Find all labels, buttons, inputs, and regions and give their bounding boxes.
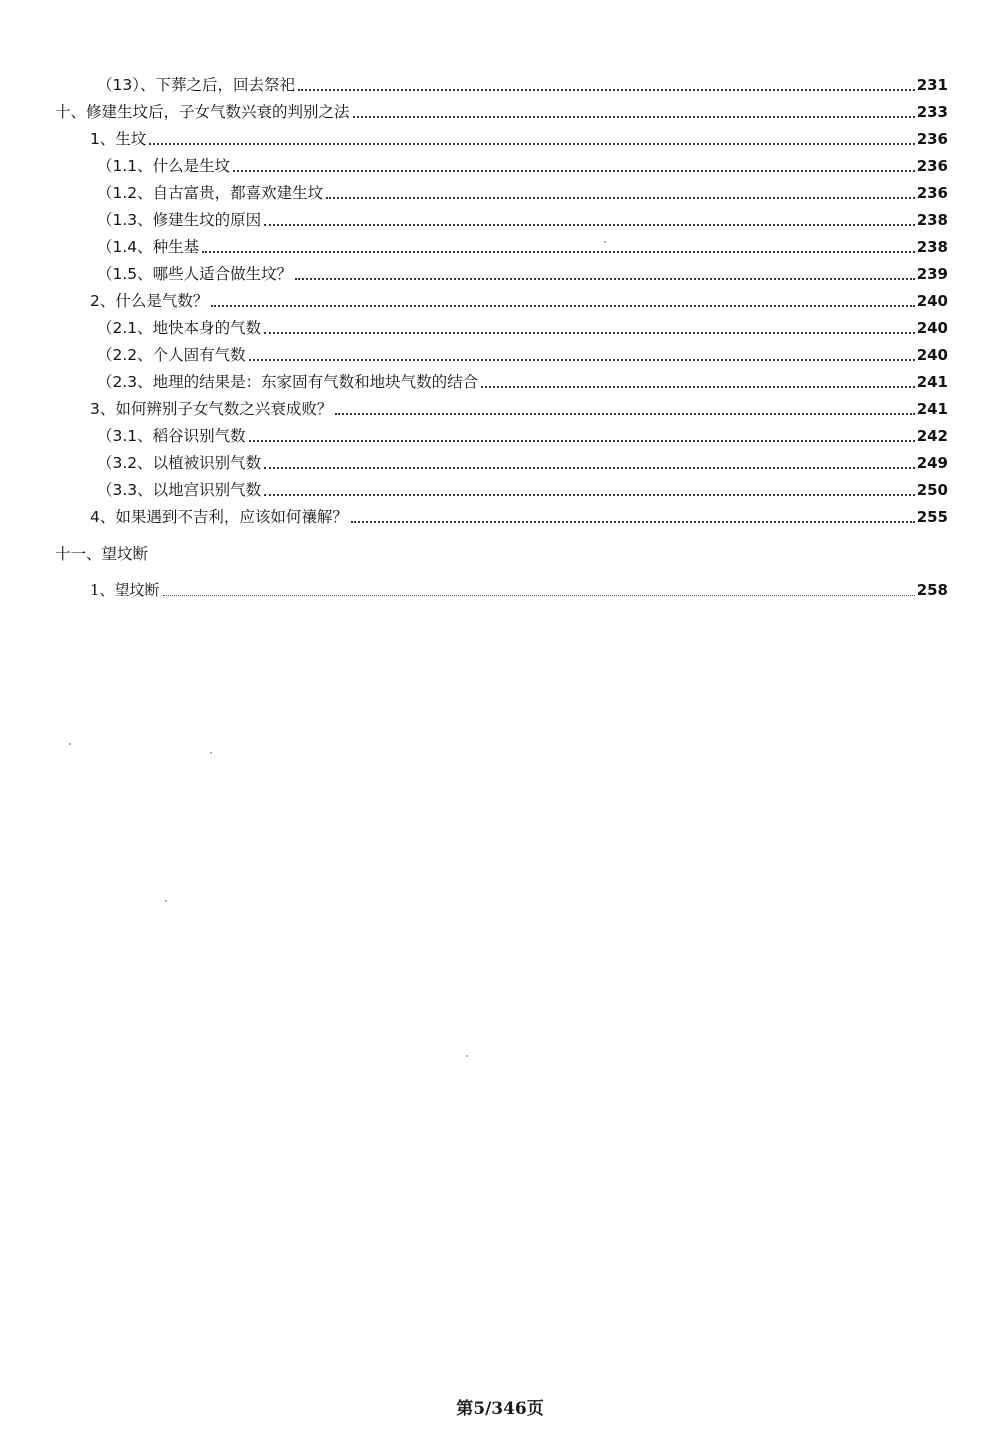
dot-leader [264, 224, 915, 226]
scan-speck [210, 752, 212, 754]
toc-entry-title: 1、望坟断 [90, 581, 160, 599]
toc-entry-page: 241 [916, 400, 948, 418]
toc-entry-page: 233 [916, 103, 948, 121]
table-of-contents [0, 68, 1000, 600]
toc-entry-title: （3.1、稻谷识别气数 [97, 427, 246, 445]
toc-entry[interactable] [0, 365, 1000, 392]
dot-leader [163, 595, 915, 596]
toc-entry[interactable] [0, 203, 1000, 230]
toc-entry[interactable] [0, 473, 1000, 500]
toc-entry[interactable] [0, 230, 1000, 257]
toc-entry[interactable] [0, 500, 1000, 527]
toc-entry-title: （3.3、以地宫识别气数 [97, 481, 262, 499]
toc-entry-title: （2.3、地理的结果是：东家固有气数和地块气数的结合 [97, 373, 479, 391]
toc-entry-title: （1.3、修建生坟的原因 [97, 211, 262, 229]
toc-entry-page: 238 [916, 211, 948, 229]
toc-entry[interactable] [0, 176, 1000, 203]
dot-leader [264, 494, 915, 496]
toc-entry[interactable] [0, 392, 1000, 419]
dot-leader [298, 89, 915, 91]
page-number-footer: 第5/346页 [456, 1399, 544, 1419]
toc-entry-page: 236 [916, 184, 948, 202]
toc-entry[interactable] [0, 311, 1000, 338]
dot-leader [264, 467, 915, 469]
scan-speck [466, 1055, 468, 1057]
scan-speck [69, 743, 71, 745]
toc-entry-title: （1.4、种生基 [97, 238, 200, 256]
dot-leader [264, 332, 915, 334]
toc-entry-page: 249 [916, 454, 948, 472]
dot-leader [351, 521, 915, 523]
toc-entry[interactable] [0, 149, 1000, 176]
dot-leader [233, 170, 915, 172]
toc-section-title: 十一、望坟断 [55, 545, 149, 563]
toc-entry-title: 十、修建生坟后，子女气数兴衰的判别之法 [55, 103, 350, 121]
dot-leader [326, 197, 915, 199]
toc-entry-page: 239 [916, 265, 948, 283]
toc-entry-title: （2.1、地快本身的气数 [97, 319, 262, 337]
toc-entry-title: 4、如果遇到不吉利，应该如何禳解？ [90, 508, 348, 526]
toc-entry-title: 3、如何辨别子女气数之兴衰成败？ [90, 400, 333, 418]
toc-entry-title: （2.2、个人固有气数 [97, 346, 246, 364]
scan-speck [604, 241, 606, 243]
dot-leader [353, 116, 915, 118]
toc-entry-page: 241 [916, 373, 948, 391]
toc-entry-title: 2、什么是气数？ [90, 292, 209, 310]
toc-section-heading[interactable] [0, 527, 1000, 564]
dot-leader [249, 359, 915, 361]
dot-leader [295, 278, 915, 280]
scan-speck [165, 900, 167, 902]
toc-entry-page: 242 [916, 427, 948, 445]
toc-entry[interactable] [0, 95, 1000, 122]
dot-leader [335, 413, 914, 415]
toc-entry[interactable] [0, 257, 1000, 284]
toc-entry[interactable] [0, 68, 1000, 95]
toc-entry-page: 255 [916, 508, 948, 526]
dot-leader [481, 386, 915, 388]
toc-entry-page: 240 [916, 319, 948, 337]
toc-entry-title: （1.5、哪些人适合做生坟？ [97, 265, 293, 283]
toc-entry[interactable] [0, 564, 1000, 600]
toc-entry-page: 258 [916, 581, 948, 599]
toc-entry-page: 240 [916, 346, 948, 364]
toc-entry-title: 1、生坟 [90, 130, 147, 148]
toc-entry-title: （13）、下葬之后，回去祭祀 [97, 76, 295, 94]
toc-entry-title: （1.1、什么是生坟 [97, 157, 231, 175]
dot-leader [202, 251, 915, 253]
dot-leader [149, 143, 914, 145]
toc-entry-page: 238 [916, 238, 948, 256]
toc-entry-page: 236 [916, 157, 948, 175]
toc-entry-title: （1.2、自古富贵，都喜欢建生坟 [97, 184, 324, 202]
toc-entry[interactable] [0, 446, 1000, 473]
toc-entry-title: （3.2、以植被识别气数 [97, 454, 262, 472]
dot-leader [211, 305, 914, 307]
toc-entry-page: 250 [916, 481, 948, 499]
toc-entry-page: 231 [916, 76, 948, 94]
dot-leader [249, 440, 915, 442]
toc-entry-page: 240 [916, 292, 948, 310]
toc-entry[interactable] [0, 338, 1000, 365]
toc-entry[interactable] [0, 284, 1000, 311]
toc-entry-page: 236 [916, 130, 948, 148]
toc-entry[interactable] [0, 419, 1000, 446]
toc-entry[interactable] [0, 122, 1000, 149]
